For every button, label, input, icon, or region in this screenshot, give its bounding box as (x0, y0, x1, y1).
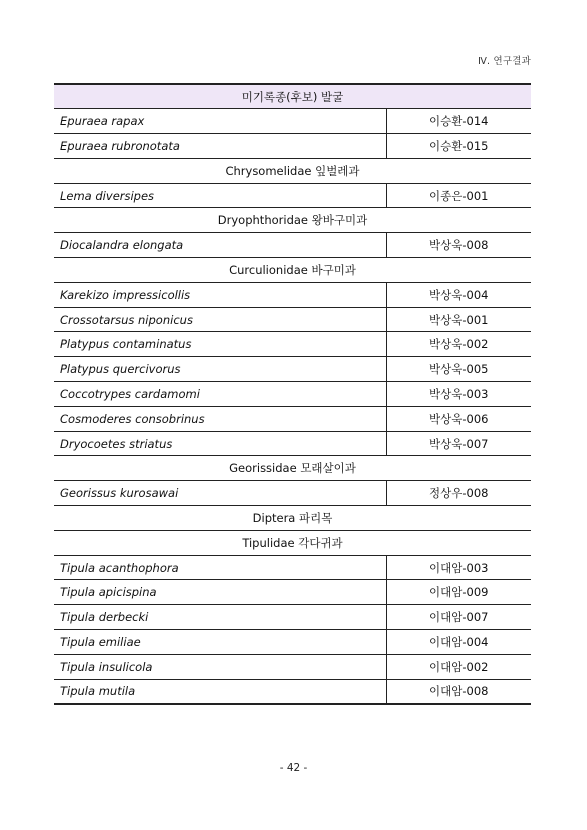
species-name: Crossotarsus niponicus (54, 307, 386, 332)
species-name: Tipula mutila (54, 679, 386, 704)
specimen-code: 박상욱-007 (386, 431, 531, 456)
species-name: Diocalandra elongata (54, 233, 386, 258)
specimen-code: 이대암-004 (386, 630, 531, 655)
species-name: Cosmoderes consobrinus (54, 406, 386, 431)
table-row (54, 134, 531, 159)
species-name: Platypus quercivorus (54, 357, 386, 382)
table-row (54, 679, 531, 704)
table-row (54, 109, 531, 134)
species-name: Lema diversipes (54, 183, 386, 208)
species-name: Tipula acanthophora (54, 555, 386, 580)
specimen-code: 박상욱-002 (386, 332, 531, 357)
table-row (54, 307, 531, 332)
table-row (54, 555, 531, 580)
table-row (54, 630, 531, 655)
table-row (54, 605, 531, 630)
table-title: 미기록종(후보) 발굴 (54, 84, 531, 109)
family-row (54, 456, 531, 481)
species-name: Karekizo impressicollis (54, 282, 386, 307)
family-label: Georissidae 모래살이과 (54, 456, 531, 481)
table-row (54, 357, 531, 382)
specimen-code: 정상우-008 (386, 481, 531, 506)
species-name: Coccotrypes cardamomi (54, 382, 386, 407)
specimen-code: 이승환-014 (386, 109, 531, 134)
table-row (54, 183, 531, 208)
family-row (54, 258, 531, 283)
specimen-code: 박상욱-005 (386, 357, 531, 382)
table-row (54, 654, 531, 679)
species-name: Platypus contaminatus (54, 332, 386, 357)
specimen-code: 박상욱-003 (386, 382, 531, 407)
order-row (54, 506, 531, 531)
family-row (54, 158, 531, 183)
species-table (54, 83, 531, 705)
specimen-code: 이승환-015 (386, 134, 531, 159)
specimen-code: 박상욱-006 (386, 406, 531, 431)
order-label: Diptera 파리목 (54, 506, 531, 531)
specimen-code: 이대암-009 (386, 580, 531, 605)
specimen-code: 이종은-001 (386, 183, 531, 208)
species-name: Georissus kurosawai (54, 481, 386, 506)
family-label: Tipulidae 각다귀과 (54, 530, 531, 555)
section-header: Ⅳ. 연구결과 (478, 56, 531, 67)
species-name: Dryocoetes striatus (54, 431, 386, 456)
species-name: Epuraea rapax (54, 109, 386, 134)
table-row (54, 431, 531, 456)
specimen-code: 이대암-007 (386, 605, 531, 630)
table-row (54, 481, 531, 506)
specimen-code: 이대암-008 (386, 679, 531, 704)
table-row (54, 406, 531, 431)
family-row (54, 530, 531, 555)
table-row (54, 233, 531, 258)
species-name: Tipula emiliae (54, 630, 386, 655)
specimen-code: 이대암-003 (386, 555, 531, 580)
species-name: Tipula apicispina (54, 580, 386, 605)
specimen-code: 박상욱-008 (386, 233, 531, 258)
species-name: Tipula insulicola (54, 654, 386, 679)
species-name: Epuraea rubronotata (54, 134, 386, 159)
family-label: Dryophthoridae 왕바구미과 (54, 208, 531, 233)
table-header-row (54, 84, 531, 109)
specimen-code: 박상욱-004 (386, 282, 531, 307)
table-row (54, 332, 531, 357)
family-row (54, 208, 531, 233)
table-row (54, 282, 531, 307)
family-label: Curculionidae 바구미과 (54, 258, 531, 283)
specimen-code: 이대암-002 (386, 654, 531, 679)
family-label: Chrysomelidae 잎벌레과 (54, 158, 531, 183)
page-number: - 42 - (279, 762, 308, 774)
specimen-code: 박상욱-001 (386, 307, 531, 332)
table-row (54, 382, 531, 407)
species-name: Tipula derbecki (54, 605, 386, 630)
table-row (54, 580, 531, 605)
